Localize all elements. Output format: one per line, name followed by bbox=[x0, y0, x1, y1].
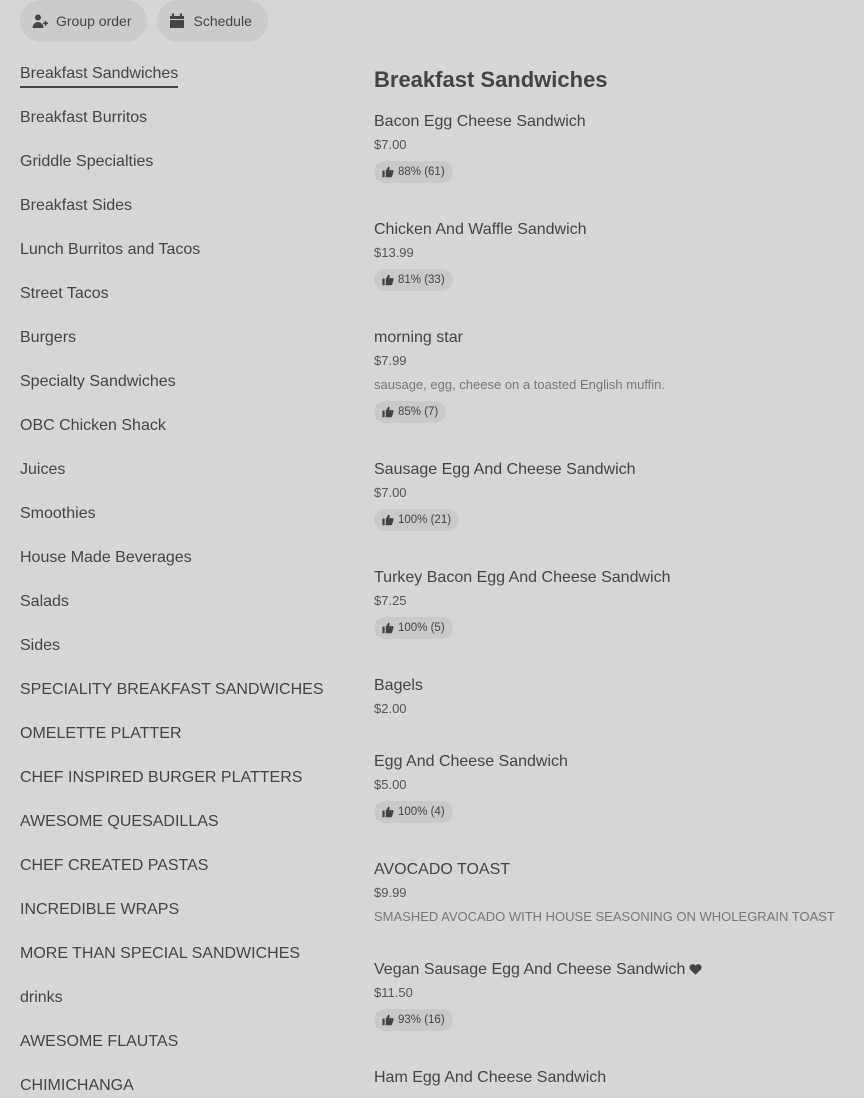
rating-badge bbox=[374, 509, 459, 531]
sidebar-category[interactable] bbox=[20, 812, 340, 856]
sidebar-category-label: CHIMICHANGA bbox=[20, 1077, 134, 1094]
sidebar-category-label: MORE THAN SPECIAL SANDWICHES bbox=[20, 945, 301, 962]
sidebar-category[interactable] bbox=[20, 988, 340, 1032]
sidebar-category[interactable] bbox=[20, 328, 340, 372]
schedule-label: Schedule bbox=[193, 13, 252, 29]
sidebar-category-label: OMELETTE PLATTER bbox=[20, 725, 182, 742]
rating-badge bbox=[374, 801, 453, 823]
menu-item-price: $5.00 bbox=[374, 777, 407, 792]
menu-item-price: $13.99 bbox=[374, 245, 414, 260]
thumbs-up-icon bbox=[382, 1014, 394, 1026]
section-title: Breakfast Sandwiches bbox=[374, 67, 608, 92]
menu-item-name bbox=[374, 676, 854, 696]
sidebar-category[interactable] bbox=[20, 680, 340, 724]
sidebar-category-label: CHEF INSPIRED BURGER PLATTERS bbox=[20, 769, 303, 786]
thumbs-up-icon bbox=[382, 274, 394, 286]
sidebar-category-label: SPECIALITY BREAKFAST SANDWICHES bbox=[20, 681, 324, 698]
sidebar-category[interactable] bbox=[20, 416, 340, 460]
sidebar-category[interactable] bbox=[20, 548, 340, 592]
menu-item[interactable] bbox=[374, 328, 854, 460]
rating-badge bbox=[374, 1009, 453, 1031]
calendar-icon bbox=[169, 13, 185, 29]
sidebar-category-label: INCREDIBLE WRAPS bbox=[20, 901, 180, 918]
rating-text: 85% (7) bbox=[398, 406, 439, 418]
menu-item[interactable] bbox=[374, 752, 854, 860]
add-person-icon bbox=[32, 13, 48, 29]
sidebar-category-label: Sides bbox=[20, 637, 61, 654]
menu-item-name bbox=[374, 568, 854, 588]
menu-item-name-text: Egg And Cheese Sandwich bbox=[374, 753, 568, 770]
rating-text: 88% (61) bbox=[398, 166, 445, 178]
rating-text: 100% (21) bbox=[398, 514, 452, 526]
sidebar-category-label: Salads bbox=[20, 593, 69, 610]
rating-text: 100% (5) bbox=[398, 622, 445, 634]
menu-item-description: sausage, egg, cheese on a toasted English muffin. bbox=[374, 377, 666, 392]
sidebar-category[interactable] bbox=[20, 196, 340, 240]
menu-item-price: $7.00 bbox=[374, 485, 407, 500]
sidebar-category-label: Breakfast Sandwiches bbox=[20, 64, 178, 88]
sidebar-category-label: OBC Chicken Shack bbox=[20, 417, 166, 434]
rating-text: 100% (4) bbox=[398, 806, 445, 818]
menu-item-name-text: morning star bbox=[374, 329, 463, 346]
menu-item-price: $9.99 bbox=[374, 885, 407, 900]
menu-item-name-text: Vegan Sausage Egg And Cheese Sandwich bbox=[374, 961, 686, 978]
menu-item-price: $7.99 bbox=[374, 353, 407, 368]
heart-icon bbox=[689, 963, 702, 976]
sidebar-category[interactable] bbox=[20, 504, 340, 548]
sidebar-category[interactable] bbox=[20, 768, 340, 812]
sidebar-category[interactable] bbox=[20, 1032, 340, 1076]
sidebar-category[interactable] bbox=[20, 724, 340, 768]
menu-item[interactable] bbox=[374, 568, 854, 676]
thumbs-up-icon bbox=[382, 806, 394, 818]
sidebar-category[interactable] bbox=[20, 900, 340, 944]
sidebar-category[interactable] bbox=[20, 944, 340, 988]
sidebar-category[interactable] bbox=[20, 460, 340, 504]
sidebar-category[interactable] bbox=[20, 856, 340, 900]
menu-item-name bbox=[374, 1068, 854, 1088]
sidebar-category-label: Juices bbox=[20, 461, 66, 478]
rating-text: 93% (16) bbox=[398, 1014, 445, 1026]
sidebar-category[interactable] bbox=[20, 636, 340, 680]
sidebar-category-label: Smoothies bbox=[20, 505, 96, 522]
menu-item-name bbox=[374, 752, 854, 772]
menu-item-name bbox=[374, 112, 854, 132]
menu-item-name-text: Bagels bbox=[374, 677, 423, 694]
sidebar-category-label: Specialty Sandwiches bbox=[20, 373, 176, 390]
menu-main bbox=[374, 66, 854, 1098]
rating-badge bbox=[374, 401, 446, 423]
sidebar-category[interactable] bbox=[20, 240, 340, 284]
sidebar-category-label: AWESOME FLAUTAS bbox=[20, 1033, 179, 1050]
sidebar-category-label: Breakfast Burritos bbox=[20, 109, 148, 126]
schedule-button[interactable] bbox=[157, 0, 267, 42]
sidebar-category-label: Burgers bbox=[20, 329, 77, 346]
menu-item[interactable] bbox=[374, 676, 854, 752]
thumbs-up-icon bbox=[382, 514, 394, 526]
menu-item[interactable] bbox=[374, 960, 854, 1068]
rating-badge bbox=[374, 617, 453, 639]
menu-item-name bbox=[374, 960, 854, 980]
sidebar-category-label: Breakfast Sides bbox=[20, 197, 133, 214]
thumbs-up-icon bbox=[382, 406, 394, 418]
menu-item-name-text: AVOCADO TOAST bbox=[374, 861, 511, 878]
menu-item-price: $11.50 bbox=[374, 985, 413, 1000]
sidebar-category[interactable] bbox=[20, 372, 340, 416]
menu-item-price: $2.00 bbox=[374, 701, 407, 716]
menu-item-description: SMASHED AVOCADO WITH HOUSE SEASONING ON WHOLEGRAIN TOAST bbox=[374, 909, 835, 924]
rating-badge bbox=[374, 161, 453, 183]
menu-item-name-text: Chicken And Waffle Sandwich bbox=[374, 221, 587, 238]
group-order-button[interactable] bbox=[20, 0, 147, 42]
menu-item-name bbox=[374, 328, 854, 348]
sidebar-category-label: CHEF CREATED PASTAS bbox=[20, 857, 209, 874]
menu-item-name-text: Sausage Egg And Cheese Sandwich bbox=[374, 461, 636, 478]
menu-item[interactable] bbox=[374, 860, 854, 960]
menu-item-name bbox=[374, 460, 854, 480]
menu-item-price: $7.00 bbox=[374, 137, 407, 152]
thumbs-up-icon bbox=[382, 622, 394, 634]
menu-item[interactable] bbox=[374, 460, 854, 568]
menu-item-list bbox=[374, 112, 854, 1098]
menu-item[interactable] bbox=[374, 112, 854, 220]
top-actions bbox=[20, 0, 268, 42]
sidebar-category[interactable] bbox=[20, 592, 340, 636]
sidebar-category-label: drinks bbox=[20, 989, 63, 1006]
category-sidebar bbox=[20, 64, 340, 1098]
sidebar-category[interactable] bbox=[20, 108, 340, 152]
menu-item-price: $7.25 bbox=[374, 593, 407, 608]
menu-item-name bbox=[374, 220, 854, 240]
rating-badge bbox=[374, 269, 453, 291]
sidebar-category-label: Griddle Specialties bbox=[20, 153, 154, 170]
sidebar-category[interactable] bbox=[20, 64, 340, 108]
menu-item[interactable] bbox=[374, 220, 854, 328]
menu-item-name-text: Ham Egg And Cheese Sandwich bbox=[374, 1069, 607, 1086]
rating-text: 81% (33) bbox=[398, 274, 445, 286]
menu-item[interactable] bbox=[374, 1068, 854, 1098]
group-order-label: Group order bbox=[56, 13, 132, 29]
sidebar-category-label: AWESOME QUESADILLAS bbox=[20, 813, 219, 830]
sidebar-category[interactable] bbox=[20, 152, 340, 196]
menu-item-name-text: Bacon Egg Cheese Sandwich bbox=[374, 113, 586, 130]
menu-item-name-text: Turkey Bacon Egg And Cheese Sandwich bbox=[374, 569, 671, 586]
sidebar-category[interactable] bbox=[20, 284, 340, 328]
sidebar-category[interactable] bbox=[20, 1076, 340, 1098]
thumbs-up-icon bbox=[382, 166, 394, 178]
sidebar-category-label: Street Tacos bbox=[20, 285, 109, 302]
menu-item-name bbox=[374, 860, 854, 880]
sidebar-category-label: House Made Beverages bbox=[20, 549, 192, 566]
sidebar-category-label: Lunch Burritos and Tacos bbox=[20, 241, 201, 258]
